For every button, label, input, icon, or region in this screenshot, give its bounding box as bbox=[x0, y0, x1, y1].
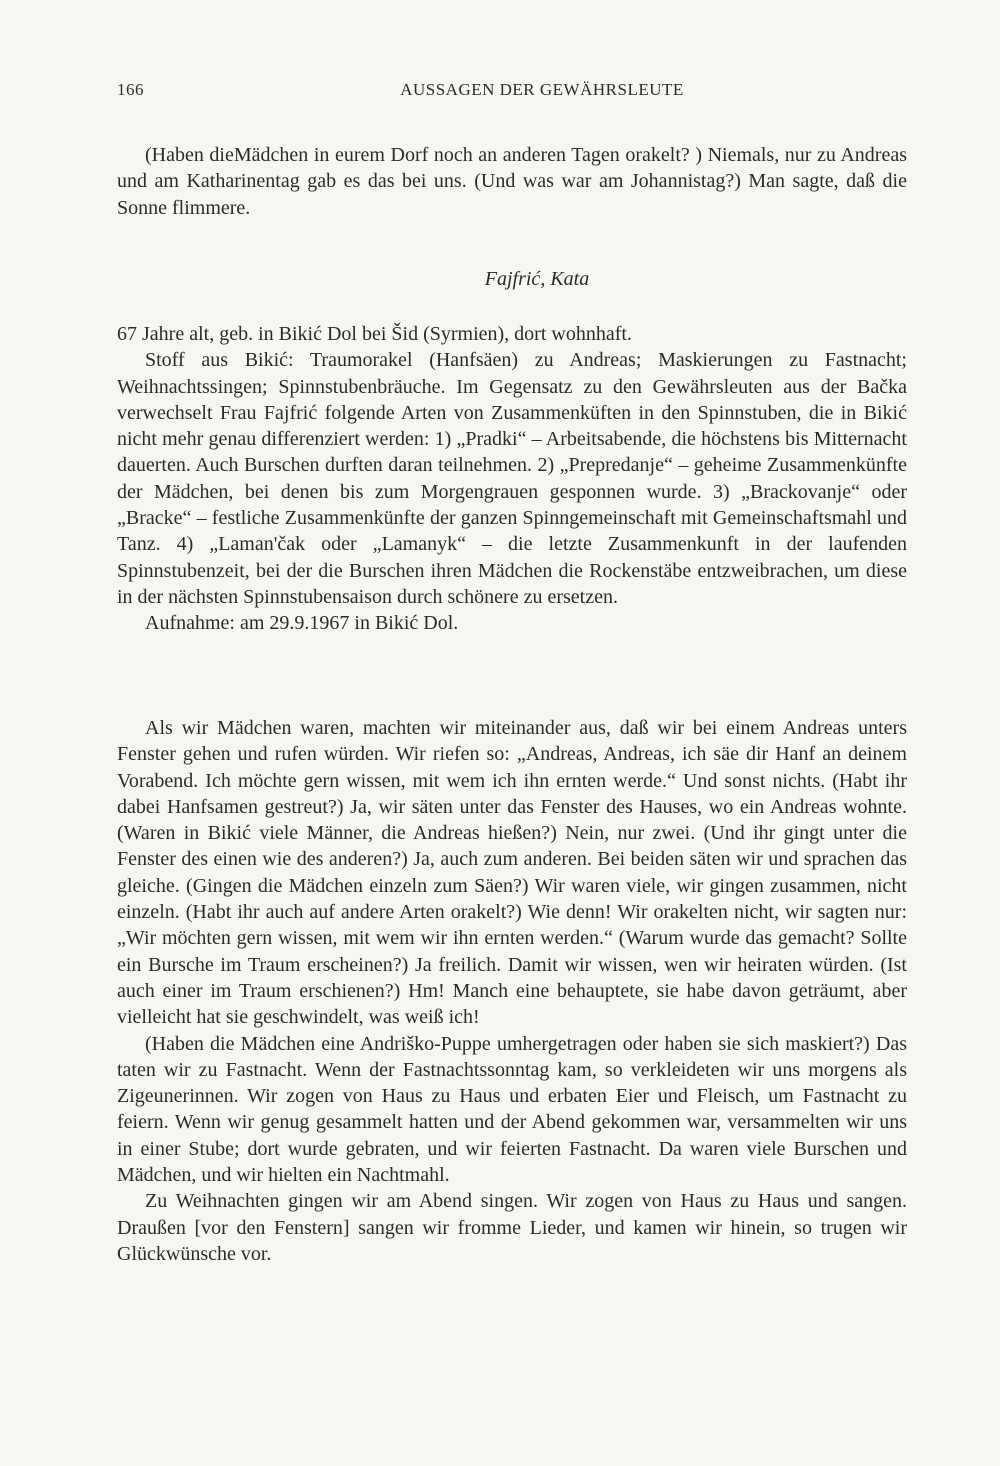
page-number: 166 bbox=[117, 80, 144, 99]
entry-recording: Aufnahme: am 29.9.1967 in Bikić Dol. bbox=[145, 612, 459, 635]
page-header bbox=[117, 80, 907, 104]
narrative-block bbox=[117, 715, 907, 1267]
continuation-block bbox=[117, 142, 907, 221]
entry-bio: 67 Jahre alt, geb. in Bikić Dol bei Šid (Syrmien), dort wohnhaft. bbox=[117, 323, 632, 345]
entry-heading: Fajfrić, Kata bbox=[484, 268, 590, 290]
entry-material: Stoff aus Bikić: Traumorakel (Hanfsäen) zu Andreas; Maskierungen zu Fastnacht; Weihnachtssingen; Spinnstubenbräuche. Im Gegensatz zu den Gewährsleuten aus der Bačka verwechselt Frau Fajfrić folgende Arten von Zusammenküften in den Spinnstuben, die in Bikić nicht mehr genau differenziert werden: 1) „Pradki“ – Arbeitsabende, die höchstens bis Mitternacht dauerten. Auch Burschen durften daran teilnehmen. 2) „Prepredanje“ – geheime Zusammenkünfte der Mädchen, bei denen bis zum Morgengrauen gesponnen wurde. 3) „Brackovanje“ oder „Bracke“ – festliche Zusammenkünfte der ganzen Spinngemeinschaft mit Gemeinschaftsmahl und Tanz. 4) „Laman'čak oder „Lamanyk“ – die letzte Zusammenkunft in der laufenden Spinnstubenzeit, bei der die Burschen ihren Mädchen die Rockenstäbe entzweibrachen, um diese in der nächsten Spinnstubensaison durch schönere zu ersetzen. bbox=[117, 349, 907, 608]
running-head: AUSSAGEN DER GEWÄHRSLEUTE bbox=[400, 80, 684, 99]
narrative-paragraph-1: Als wir Mädchen waren, machten wir miteinander aus, daß wir bei einem Andreas unters Fenster gehen und rufen würden. Wir riefen so: „Andreas, Andreas, ich säe dir Hanf an deinem Vorabend. Ich möchte gern wissen, mit wem ich ihn ernten werde.“ Und sonst nichts. (Habt ihr dabei Hanfsamen gestreut?) Ja, wir säten unter das Fenster des Hauses, wo ein Andreas wohnte. (Waren in Bikić viele Männer, die Andreas hießen?) Nein, nur zwei. (Und ihr gingt unter die Fenster des einen wie des anderen?) Ja, auch zum anderen. Bei beiden säten wir und sprachen das gleiche. (Gingen die Mädchen einzeln zum Säen?) Wir waren viele, wir gingen zusammen, nicht einzeln. (Habt ihr auch auf andere Arten orakelt?) Wie denn! Wir orakelten nicht, wir sagten nur: „Wir möchten gern wissen, mit wem wir ihn ernten werden.“ (Warum wurde das gemacht? Sollte ein Bursche im Traum erscheinen?) Ja freilich. Damit wir wissen, wen wir heiraten würden. (Ist auch einer im Traum erschienen?) Hm! Manch eine behauptete, sie habe davon geträumt, aber vielleicht hat sie geschwindelt, was weiß ich! bbox=[117, 717, 907, 1029]
narrative-paragraph-2: (Haben die Mädchen eine Andriško-Puppe umhergetragen oder haben sie sich maskiert?) Das taten wir zu Fastnacht. Wenn der Fastnachtssonntag kam, so verkleideten wir uns morgens als Zigeunerinnen. Wir zogen von Haus zu Haus und erbaten Eier und Fleisch, um Fastnacht zu feiern. Wenn wir genug gesammelt hatten und der Abend gekommen war, versammelten wir uns in einer Stube; dort wurde gebraten, und wir feierten Fastnacht. Da waren viele Burschen und Mädchen, und wir hielten ein Nachtmahl. bbox=[117, 1032, 907, 1187]
continuation-paragraph: (Haben dieMädchen in eurem Dorf noch an anderen Tagen orakelt? ) Niemals, nur zu Andreas und am Katharinentag gab es das bei uns. (Und was war am Johannistag?) Man sagte, daß die Sonne flimmere. bbox=[117, 144, 907, 219]
narrative-paragraph-3: Zu Weihnachten gingen wir am Abend singen. Wir zogen von Haus zu Haus und sangen. Draußen [vor den Fenstern] sangen wir fromme Lieder, und kamen wir hinein, so trugen wir Glückwünsche vor. bbox=[117, 1190, 907, 1265]
entry-info-block bbox=[117, 321, 907, 637]
